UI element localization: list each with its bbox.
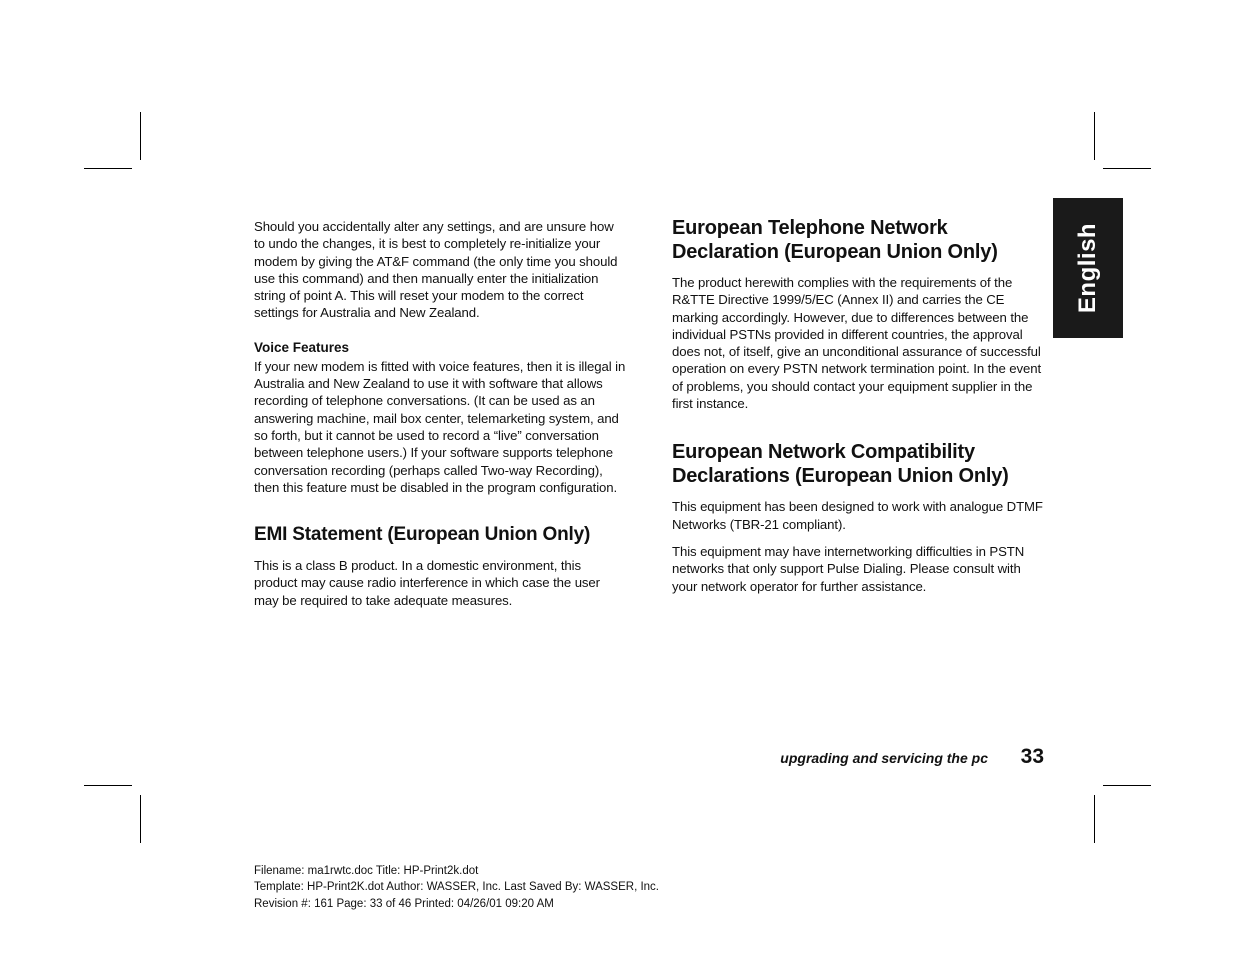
- network-compatibility-paragraph-2: This equipment may have internetworking difficulties in PSTN networks that only support Pulse Dialing. Please consult with your network operator for further assistance.: [672, 543, 1025, 594]
- emi-statement-paragraph: This is a class B product. In a domestic environment, this product may cause radio interference in which case the user may be required to take adequate measures.: [254, 558, 600, 608]
- crop-mark-bottom-left-horizontal: [84, 785, 132, 786]
- language-side-tab: [1053, 198, 1123, 338]
- crop-mark-top-left-vertical: [140, 112, 141, 160]
- crop-mark-bottom-left-vertical: [140, 795, 141, 843]
- intro-paragraph: Should you accidentally alter any settings, and are unsure how to undo the changes, it is best to completely re-initialize your modem by giving the AT&F command (the only time you should use this command) and then manually enter the initialization string of point A. This will reset your modem to the correct settings for Australia and New Zealand.: [254, 219, 618, 321]
- network-compatibility-paragraph-1: This equipment has been designed to work with analogue DTMF Networks (TBR-21 compliant).: [672, 499, 1043, 532]
- crop-mark-top-right-horizontal: [1103, 168, 1151, 169]
- file-info-block: [254, 863, 659, 912]
- page-number: 33: [1020, 745, 1044, 768]
- language-tab-label: English: [1074, 222, 1101, 314]
- crop-mark-top-left-horizontal: [84, 168, 132, 169]
- crop-mark-bottom-right-vertical: [1094, 795, 1095, 843]
- footer-section-title: upgrading and servicing the pc: [780, 750, 988, 766]
- voice-features-heading: Voice Features: [254, 339, 350, 355]
- left-column: [254, 218, 626, 621]
- file-info-line-2: Template: HP-Print2K.dot Author: WASSER, Inc. Last Saved By: WASSER, Inc.: [254, 881, 660, 894]
- emi-statement-heading: EMI Statement (European Union Only): [254, 524, 591, 546]
- crop-mark-bottom-right-horizontal: [1103, 785, 1151, 786]
- network-compatibility-heading: European Network Compatibility Declarations (European Union Only): [672, 441, 1009, 488]
- file-info-line-3: Revision #: 161 Page: 33 of 46 Printed: 04/26/01 09:20 AM: [254, 897, 554, 910]
- right-column: [672, 216, 1046, 607]
- telephone-network-heading: European Telephone Network Declaration (European Union Only): [672, 217, 998, 263]
- crop-mark-top-right-vertical: [1094, 112, 1095, 160]
- telephone-network-paragraph: The product herewith complies with the requirements of the R&TTE Directive 1999/5/EC (Annex II) and carries the CE marking accordingly. However, due to differences between the individual PSTNs provided in different countries, the approval does not, of itself, give an unconditional assurance of successful operation on every PSTN network termination point. In the event of problems, you should contact your equipment supplier in the first instance.: [672, 275, 1042, 412]
- file-info-line-1: Filename: ma1rwtc.doc Title: HP-Print2k.dot: [254, 865, 479, 877]
- voice-features-paragraph: If your new modem is fitted with voice features, then it is illegal in Australia and New Zealand to use it with software that allows recording of telephone conversations. (It can be used as an answering machine, mail box center, telemarketing system, and so forth, but it cannot be used to record a “live” conversation between telephone users.) If your software supports telephone conversation recording (perhaps called Two-way Recording), then this feature must be disabled in the program configuration.: [254, 358, 626, 495]
